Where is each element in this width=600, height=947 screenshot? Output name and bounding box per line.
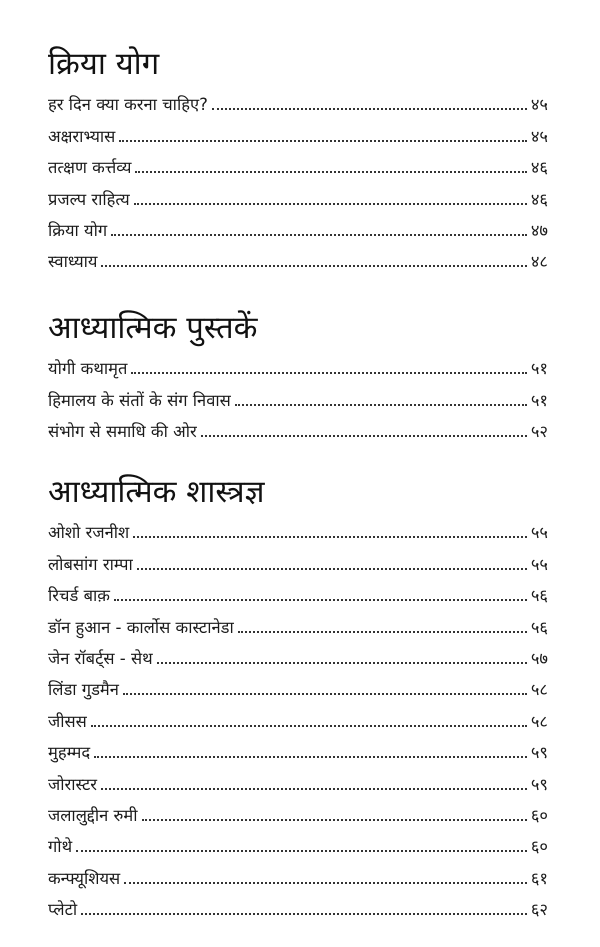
entry-page-number: ५८ (530, 711, 548, 731)
toc-entry[interactable] (48, 147, 548, 178)
entry-page-number: ५८ (530, 680, 548, 700)
dot-leader (133, 536, 527, 538)
dot-leader (94, 756, 527, 758)
dot-leader (131, 372, 526, 374)
entry-page-number: ५५ (530, 523, 548, 543)
entry-title: गोथे (48, 837, 73, 857)
entry-page-number: ४६ (530, 189, 548, 209)
entry-page-number: ५६ (530, 617, 548, 637)
dot-leader (111, 234, 527, 236)
entry-title: जोरास्टर (48, 774, 98, 794)
section-title: आध्यात्मिक पुस्तकें (48, 310, 258, 346)
entry-page-number: ५९ (530, 743, 548, 763)
entry-page-number: ४५ (530, 126, 548, 146)
dot-leader (142, 819, 527, 821)
entry-title: हिमालय के संतों के संग निवास (48, 390, 231, 410)
entry-title: कन्फ्यूशियस (48, 868, 121, 888)
toc-entry[interactable] (48, 638, 548, 669)
entry-page-number: ६१ (530, 868, 548, 888)
toc-entry[interactable] (48, 575, 548, 606)
dot-leader (238, 631, 527, 633)
toc-entry[interactable] (48, 379, 548, 410)
toc-entry[interactable] (48, 669, 548, 700)
toc-entry[interactable] (48, 543, 548, 574)
entry-title: मुहम्मद (48, 743, 91, 763)
entry-page-number: ६२ (530, 900, 548, 920)
section-title: आध्यात्मिक शास्त्रज्ञ (48, 474, 265, 510)
toc-entry[interactable] (48, 763, 548, 794)
dot-leader (124, 882, 527, 884)
entry-page-number: ५२ (530, 422, 548, 442)
entry-title: प्रजल्प राहित्य (48, 189, 130, 209)
entry-title: तत्क्षण कर्त्तव्य (48, 158, 132, 178)
section-title: क्रिया योग (48, 46, 160, 82)
entry-title: प्लेटो (48, 900, 78, 920)
entry-list (48, 348, 548, 442)
entry-page-number: ६० (530, 805, 548, 825)
entry-title: संभोग से समाधि की ओर (48, 422, 197, 442)
entry-page-number: ६० (530, 837, 548, 857)
toc-entry[interactable] (48, 606, 548, 637)
dot-leader (212, 108, 527, 110)
toc-entry[interactable] (48, 826, 548, 857)
dot-leader (201, 435, 527, 437)
toc-entry[interactable] (48, 241, 548, 272)
dot-leader (135, 171, 526, 173)
entry-page-number: ४७ (530, 220, 548, 240)
toc-entry[interactable] (48, 178, 548, 209)
entry-list (48, 84, 548, 272)
entry-title: जीसस (48, 711, 87, 731)
dot-leader (235, 404, 527, 406)
entry-title: रिचर्ड बाक़ (48, 586, 110, 606)
entry-title: हर दिन क्या करना चाहिए? (48, 95, 208, 115)
dot-leader (157, 662, 527, 664)
toc-entry[interactable] (48, 348, 548, 379)
entry-page-number: ५९ (530, 774, 548, 794)
entry-title: जलालुद्दीन रुमी (48, 805, 138, 825)
toc-entry[interactable] (48, 411, 548, 442)
entry-page-number: ५७ (530, 648, 548, 668)
entry-title: स्वाध्याय (48, 252, 98, 272)
entry-page-number: ४५ (530, 95, 548, 115)
section-kriya-yoga (48, 44, 548, 272)
dot-leader (137, 568, 527, 570)
entry-page-number: ५१ (530, 390, 548, 410)
toc-entry[interactable] (48, 795, 548, 826)
toc-entry[interactable] (48, 115, 548, 146)
entry-title: क्रिया योग (48, 220, 108, 240)
toc-entry[interactable] (48, 889, 548, 920)
toc-entry[interactable] (48, 857, 548, 888)
entry-title: अक्षराभ्यास (48, 126, 116, 146)
dot-leader (134, 203, 527, 205)
entry-title: जेन रॉबर्ट्स - सेथ (48, 648, 153, 668)
entry-title: लिंडा गुडमैन (48, 680, 119, 700)
entry-page-number: ४६ (530, 158, 548, 178)
dot-leader (101, 788, 527, 790)
toc-entry[interactable] (48, 512, 548, 543)
entry-title: ओशो रजनीश (48, 523, 130, 543)
section-spiritual-books (48, 308, 548, 442)
dot-leader (119, 140, 527, 142)
entry-page-number: ५१ (530, 359, 548, 379)
entry-page-number: ५६ (530, 586, 548, 606)
dot-leader (91, 725, 527, 727)
entry-title: लोबसांग राम्पा (48, 554, 133, 574)
toc-entry[interactable] (48, 700, 548, 731)
toc-entry[interactable] (48, 84, 548, 115)
entry-title: योगी कथामृत (48, 359, 128, 379)
entry-list (48, 512, 548, 920)
dot-leader (101, 265, 526, 267)
toc-entry[interactable] (48, 732, 548, 763)
dot-leader (76, 850, 527, 852)
dot-leader (81, 913, 527, 915)
section-spiritual-scholars (48, 472, 548, 920)
entry-page-number: ४८ (530, 252, 548, 272)
dot-leader (114, 599, 527, 601)
toc-entry[interactable] (48, 210, 548, 241)
entry-page-number: ५५ (530, 554, 548, 574)
dot-leader (123, 693, 527, 695)
entry-title: डॉन हुआन - कार्लोस कास्टानेडा (48, 617, 234, 637)
